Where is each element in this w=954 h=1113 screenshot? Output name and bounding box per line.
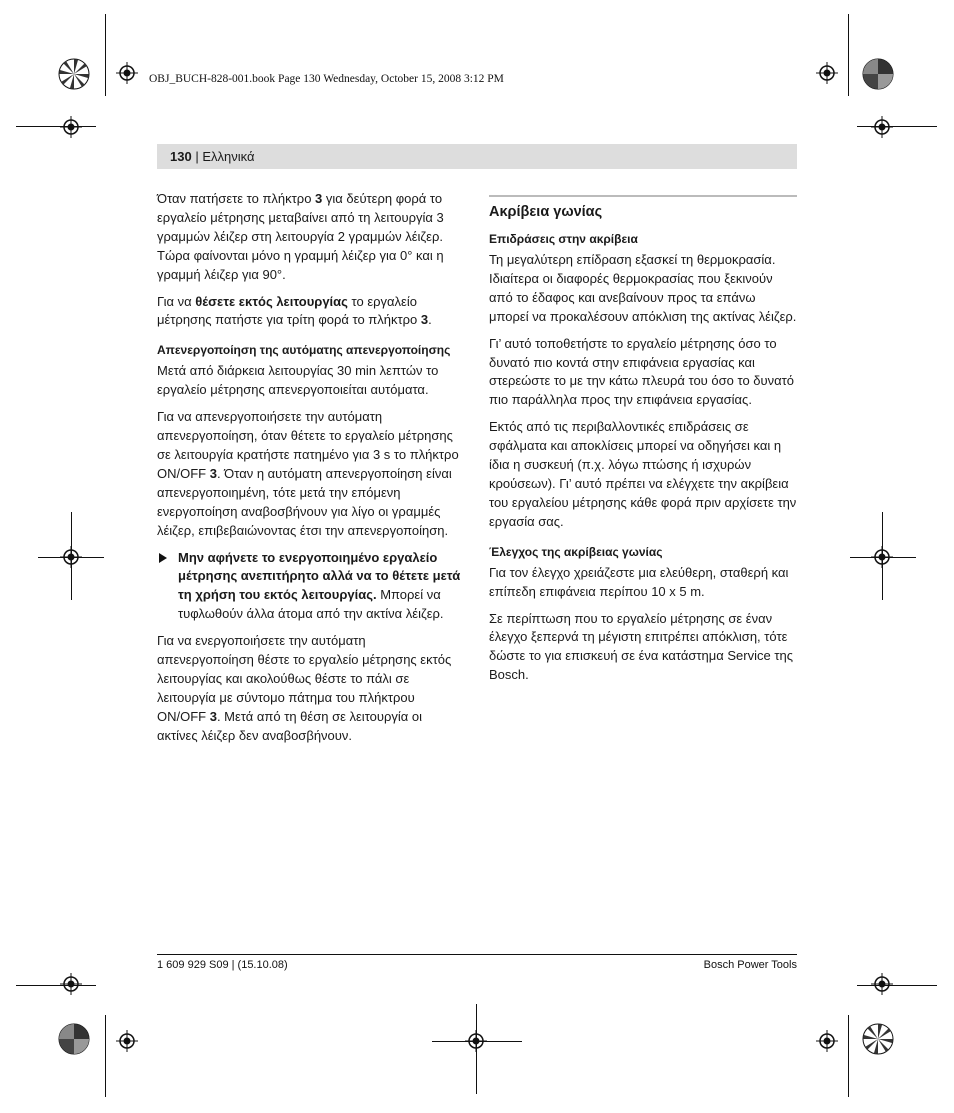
- color-target-icon: [862, 58, 894, 90]
- print-header-line: OBJ_BUCH-828-001.book Page 130 Wednesday, October 15, 2008 3:12 PM: [149, 73, 504, 85]
- bold-phrase: θέσετε εκτός λειτουργίας: [195, 293, 348, 309]
- text-run: το εργαλείο μέτρησης πατήστε για τρίτη φορά το πλήκτρο: [157, 293, 421, 328]
- key-number: 3: [315, 191, 323, 206]
- warning-bold-text: Μην αφήνετε το ενεργοποιημένο εργαλείο μέτρησης ανεπιτήρητο αλλά να το θέτετε μετά τη χρήση του εκτός λειτουργίας.: [178, 549, 461, 603]
- registration-mark-icon: [60, 116, 82, 138]
- paragraph-temperature: Τη μεγαλύτερη επίδραση εξασκεί τη θερμοκρασία. Ιδιαίτερα οι διαφορές θερμοκρασίας που ξεκινούν από το έδαφος και ανεβαίνουν προς τα επάνω μπορεί να προκαλέσουν απόκλιση της ακτίνας λέιζερ.: [489, 252, 797, 324]
- page-header-text: [170, 149, 254, 164]
- subheading-accuracy-check: Έλεγχος της ακρίβειας γωνίας: [489, 544, 663, 559]
- text-run: .: [428, 312, 432, 328]
- crop-mark: [71, 512, 72, 600]
- registration-mark-icon: [816, 1030, 838, 1052]
- text-run: Όταν πατήσετε το πλήκτρο: [157, 191, 316, 206]
- subheading-influences: Επιδράσεις στην ακρίβεια: [489, 232, 638, 246]
- page-header-separator: |: [191, 149, 203, 164]
- section-title-angle-accuracy: Ακρίβεια γωνίας: [489, 204, 603, 220]
- text-run: Για να απενεργοποιήσετε την αυτόματη απενεργοποίηση, όταν θέτετε το εργαλείο μέτρησης σε λειτουργία κρατήστε πατημένο για 3 s το πλήκτρο ON/OFF: [157, 409, 459, 481]
- warning-bullet: [157, 549, 465, 625]
- paragraph-check-surface: Για τον έλεγχο χρειάζεστε μια ελεύθερη, σταθερή και επίπεδη επιφάνεια περίπου 10 x 5 m.: [489, 564, 789, 599]
- registration-mark-icon: [116, 1030, 138, 1052]
- right-column: [489, 195, 797, 685]
- crop-mark: [850, 557, 916, 558]
- paragraph-switch-off: [157, 293, 465, 331]
- paragraph-enable-auto-off: [157, 632, 465, 745]
- page-number: 130: [170, 149, 192, 164]
- footer-doc-number: 1 609 929 S09 | (15.10.08): [157, 959, 288, 971]
- key-number: 3: [209, 465, 217, 481]
- registration-mark-icon: [871, 973, 893, 995]
- page-header-bar: [157, 144, 797, 169]
- crop-mark: [16, 985, 96, 986]
- crop-mark: [857, 126, 937, 127]
- crop-mark: [432, 1041, 522, 1042]
- footer-rule: [157, 954, 797, 955]
- registration-mark-icon: [116, 62, 138, 84]
- left-column: [157, 190, 465, 746]
- text-run: Για να: [157, 293, 196, 309]
- paragraph-second-press: [157, 190, 465, 285]
- key-number: 3: [420, 312, 429, 328]
- registration-mark-icon: [816, 62, 838, 84]
- paragraph-disable-auto-off: [157, 408, 465, 540]
- crop-mark: [105, 14, 106, 96]
- registration-mark-icon: [871, 116, 893, 138]
- crop-mark: [105, 1015, 106, 1097]
- triangle-bullet-icon: [159, 553, 167, 563]
- warning-text: Μπορεί να τυφλωθούν άλλα άτομα από την ακτίνα λέιζερ.: [178, 587, 444, 622]
- paragraph-placement: Γι’ αυτό τοποθετήστε το εργαλείο μέτρησης όσο το δυνατό πιο κοντά στην επιφάνεια εργασίας και στερεώστε το με την κάτω πλευρά του όσο το δυνατό πιο παράλληλα προς την επιφάνεια εργασίας.: [489, 335, 795, 408]
- paragraph-device-errors: Εκτός από τις περιβαλλοντικές επιδράσεις σε σφάλματα και αποκλίσεις μπορεί να οδηγήσει και η ίδια η συσκευή (π.χ. λόγω πτώσης ή ισχυρών κρούσεων). Γι’ αυτό πρέπει να ελέγχετε την ακρίβεια του εργαλείου μέτρησης κάθε φορά πριν αρχίσετε την εργασία σας.: [489, 419, 797, 529]
- crop-mark: [476, 1004, 477, 1094]
- crop-mark: [848, 14, 849, 96]
- star-target-icon: [862, 1023, 894, 1055]
- crop-mark: [848, 1015, 849, 1097]
- crop-mark: [16, 126, 96, 127]
- section-heading-auto-off: Απενεργοποίηση της αυτόματης απενεργοποίησης: [157, 343, 451, 358]
- page-language: Ελληνικά: [202, 149, 255, 164]
- crop-mark: [857, 985, 937, 986]
- star-target-icon: [58, 58, 90, 90]
- text-run: . Μετά από τη θέση σε λειτουργία οι ακτίνες λέιζερ δεν αναβοσβήνουν.: [157, 708, 423, 743]
- text-run: . Όταν η αυτόματη απενεργοποίηση είναι απενεργοποιημένη, τότε μετά την επόμενη ενεργοποίηση αναβοσβήνουν για λίγο οι γραμμές λέιζερ, επιβεβαιώνοντας έτσι την απενεργοποίηση.: [157, 465, 452, 538]
- text-run: για δεύτερη φορά το εργαλείο μέτρησης μεταβαίνει από τη λειτουργία 3 γραμμών λέιζερ στη λειτουργία 2 γραμμών λέιζερ. Τώρα φαίνονται μόνο η γραμμή λέιζερ για 0° και η γραμμή λέιζερ για 90°.: [157, 191, 444, 282]
- registration-mark-icon: [60, 973, 82, 995]
- crop-mark: [882, 512, 883, 600]
- section-rule: [489, 195, 797, 197]
- key-number: 3: [209, 708, 217, 724]
- paragraph-auto-off-time: Μετά από διάρκεια λειτουργίας 30 min λεπτών το εργαλείο μέτρησης απενεργοποιείται αυτόματα.: [157, 363, 439, 398]
- text-run: Για να ενεργοποιήσετε την αυτόματη απενεργοποίηση θέστε το εργαλείο μέτρησης εκτός λειτουργίας και ακολούθως θέστε το πάλι σε λειτουργία με σύντομο πάτημα του πλήκτρου ON/OFF: [157, 633, 452, 724]
- footer-brand: Bosch Power Tools: [703, 959, 797, 971]
- paragraph-service: Σε περίπτωση που το εργαλείο μέτρησης σε έναν έλεγχο ξεπερνά τη μέγιστη επιτρέπει απόκλιση, τότε δώστε το για επισκευή σε ένα κατάστημα Service της Bosch.: [489, 610, 793, 683]
- color-target-icon: [58, 1023, 90, 1055]
